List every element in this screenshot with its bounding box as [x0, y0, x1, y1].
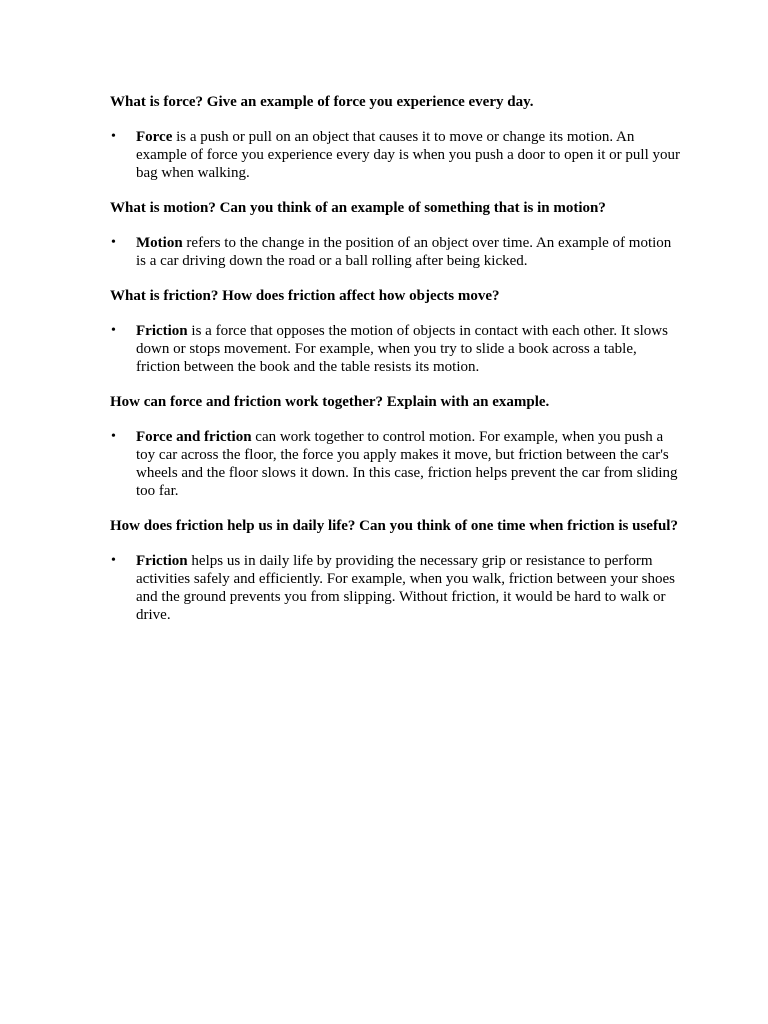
question-2: What is motion? Can you think of an example of something that is in motion? — [110, 200, 606, 216]
answer-text-4: can work together to control motion. For example, when you push a toy car across the floor, the force you apply makes it move, but friction between the car's wheels and the floor slows it down. In this case, friction helps prevent the car from sliding too far. — [136, 429, 678, 499]
answer-text-5: helps us in daily life by providing the necessary grip or resistance to perform activities safely and efficiently. For example, when you walk, friction between your shoes and the ground prevents you from slipping. Without friction, it would be hard to walk or drive. — [136, 553, 676, 623]
answer-item-5 — [111, 552, 680, 624]
question-5: How does friction help us in daily life? Can you think of one time when friction is useful? — [110, 518, 678, 534]
bullet-icon: • — [111, 429, 116, 444]
answer-term-1: Force — [136, 129, 173, 145]
bullet-icon: • — [111, 323, 116, 338]
answer-list-4 — [90, 428, 680, 500]
answer-item-1 — [111, 128, 680, 182]
answer-term-4: Force and friction — [136, 429, 252, 445]
bullet-icon: • — [111, 129, 116, 144]
answer-list-2 — [90, 234, 680, 270]
answer-term-5: Friction — [136, 553, 188, 569]
answer-list-5 — [90, 552, 680, 624]
question-1: What is force? Give an example of force you experience every day. — [110, 94, 534, 110]
answer-list-3 — [90, 322, 680, 376]
answer-text-2: refers to the change in the position of an object over time. An example of motion is a car driving down the road or a ball rolling after being kicked. — [136, 235, 672, 269]
answer-item-3 — [111, 322, 680, 376]
answer-list-1 — [90, 128, 680, 182]
question-4: How can force and friction work together? Explain with an example. — [110, 394, 550, 410]
answer-term-3: Friction — [136, 323, 188, 339]
question-3: What is friction? How does friction affect how objects move? — [110, 288, 500, 304]
bullet-icon: • — [111, 235, 116, 250]
bullet-icon: • — [111, 553, 116, 568]
answer-item-2 — [111, 234, 680, 270]
document-body — [90, 93, 680, 641]
answer-item-4 — [111, 428, 680, 500]
answer-text-1: is a push or pull on an object that causes it to move or change its motion. An example of force you experience every day is when you push a door to open it or pull your bag when walking. — [136, 129, 680, 181]
answer-term-2: Motion — [136, 235, 183, 251]
answer-text-3: is a force that opposes the motion of objects in contact with each other. It slows down or stops movement. For example, when you try to slide a book across a table, friction between the book and the table resists its motion. — [136, 323, 668, 375]
